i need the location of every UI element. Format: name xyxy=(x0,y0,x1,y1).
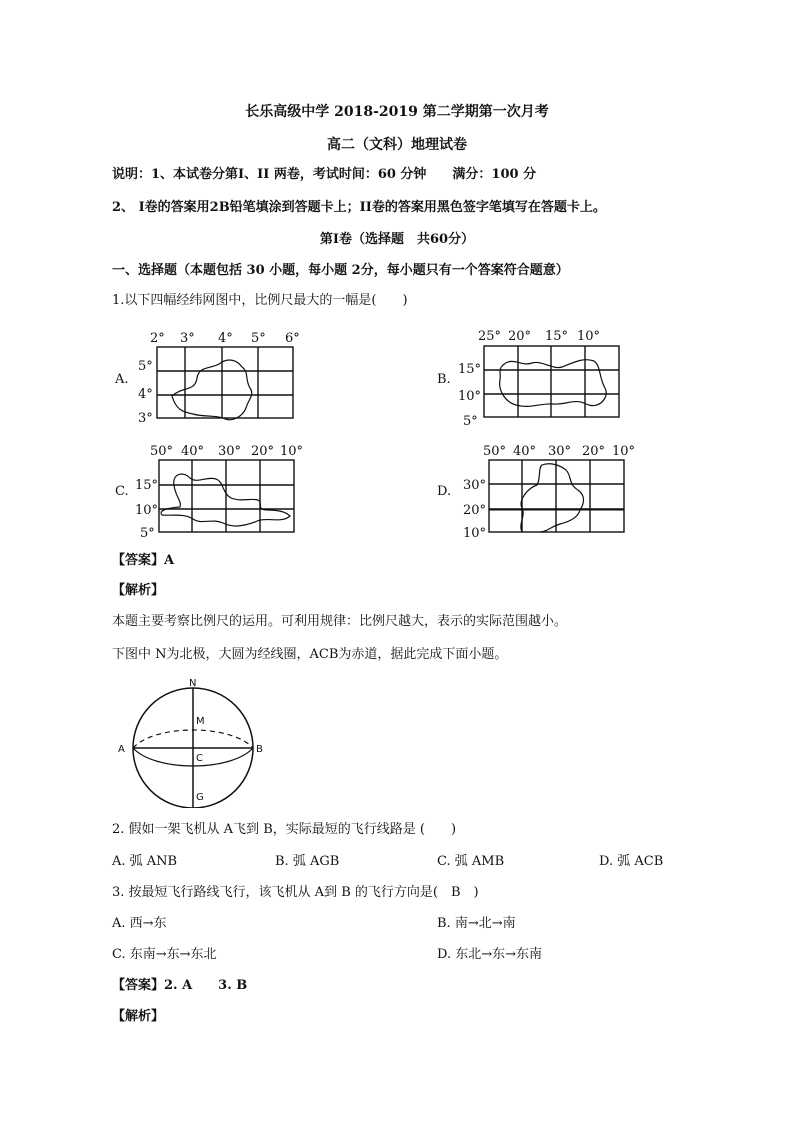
map-b-lat-label: 5° xyxy=(463,414,478,429)
map-b-lon-label: 25° xyxy=(478,329,502,344)
question-1-stem: 1.以下四幅经纬网图中，比例尺最大的一幅是( ) xyxy=(112,293,408,308)
map-a-lat-label: 3° xyxy=(138,411,153,426)
map-d-lon-label: 40° xyxy=(513,444,537,459)
map-a-lon-label: 2° xyxy=(150,331,165,346)
q1-maps-figure xyxy=(0,320,794,550)
map-c-letter: C. xyxy=(115,484,129,499)
exam-note-1: 说明：1、本试卷分第Ⅰ、II 两卷，考试时间：60 分钟 满分：100 分 xyxy=(112,167,537,182)
map-a-lon-label: 3° xyxy=(180,331,195,346)
question-2-stem: 2. 假如一架飞机从 A飞到 B，实际最短的飞行线路是 ( ) xyxy=(112,822,457,837)
map-c-lon-label: 10° xyxy=(280,444,304,459)
map-d-letter: D. xyxy=(437,484,452,499)
map-c-lat-label: 5° xyxy=(140,526,155,541)
map-b-letter: B. xyxy=(437,372,451,387)
q23-intro: 下图中 N为北极，大圆为经线圈，ACB为赤道，据此完成下面小题。 xyxy=(112,647,508,662)
exam-note-2: 2、 Ⅰ卷的答案用2B铅笔填涂到答题卡上；II卷的答案用黑色签字笔填写在答题卡上。 xyxy=(112,200,606,215)
map-a-lon-label: 5° xyxy=(251,331,266,346)
section-heading: 一、选择题（本题包括 30 小题，每小题 2分，每小题只有一个答案符合题意） xyxy=(112,263,569,278)
label-m: M xyxy=(196,716,205,727)
label-b: B xyxy=(256,744,263,755)
q2-option-d: D. 弧 ACB xyxy=(599,854,664,869)
map-c-lon-label: 40° xyxy=(181,444,205,459)
q23-analysis-label: 【解析】 xyxy=(112,1009,165,1024)
label-c: C xyxy=(196,753,203,764)
map-d-lon-label: 20° xyxy=(582,444,606,459)
map-c-lon-label: 20° xyxy=(251,444,275,459)
map-a-lon-label: 4° xyxy=(218,331,233,346)
q2-option-a: A. 弧 ANB xyxy=(112,854,178,869)
map-b-lon-label: 20° xyxy=(508,329,532,344)
q1-analysis-text: 本题主要考察比例尺的运用。可利用规律：比例尺越大，表示的实际范围越小。 xyxy=(112,614,568,629)
map-b-lat-label: 10° xyxy=(458,389,482,404)
q23-answer: 【答案】2. A 3. B xyxy=(112,978,248,993)
map-b-lon-label: 10° xyxy=(577,329,601,344)
question-3-stem: 3. 按最短飞行路线飞行，该飞机从 A到 B 的飞行方向是( B ) xyxy=(112,885,479,900)
map-d-lon-label: 30° xyxy=(548,444,572,459)
label-n: N xyxy=(189,678,197,689)
q2-option-b: B. 弧 AGB xyxy=(275,854,340,869)
map-a-letter: A. xyxy=(115,372,129,387)
map-c-lon-label: 50° xyxy=(150,444,174,459)
q3-option-c: C. 东南→东→东北 xyxy=(112,947,217,962)
map-d-lat-label: 20° xyxy=(463,503,487,518)
map-a-lon-label: 6° xyxy=(285,331,300,346)
map-c xyxy=(115,444,303,541)
map-d-lon-label: 50° xyxy=(483,444,507,459)
map-d-lon-label: 10° xyxy=(612,444,636,459)
q3-option-b: B. 南→北→南 xyxy=(437,916,516,931)
map-c-lon-label: 30° xyxy=(218,444,242,459)
map-d-lat-label: 30° xyxy=(463,478,487,493)
map-b-lat-label: 15° xyxy=(458,362,482,377)
q1-answer: 【答案】A xyxy=(112,553,175,568)
q3-option-d: D. 东北→东→东南 xyxy=(437,947,543,962)
map-c-lat-label: 10° xyxy=(135,503,159,518)
map-d-lat-label: 10° xyxy=(463,526,487,541)
q2-option-c: C. 弧 AMB xyxy=(437,854,505,869)
exam-subtitle: 高二（文科）地理试卷 xyxy=(327,137,467,153)
q3-option-a: A. 西→东 xyxy=(112,916,167,931)
map-a-lat-label: 5° xyxy=(138,359,153,374)
label-a: A xyxy=(118,744,125,755)
map-a xyxy=(114,331,300,426)
map-a-lat-label: 4° xyxy=(138,387,153,402)
map-c-lat-label: 15° xyxy=(135,478,159,493)
label-g: G xyxy=(196,792,204,803)
map-b-lon-label: 15° xyxy=(545,329,569,344)
part-heading: 第Ⅰ卷（选择题 共60分） xyxy=(319,232,475,247)
map-d xyxy=(437,444,635,541)
map-b xyxy=(437,329,619,429)
earth-diagram xyxy=(110,676,280,808)
q1-analysis-label: 【解析】 xyxy=(112,583,165,598)
exam-title: 长乐高级中学 2018-2019 第二学期第一次月考 xyxy=(245,104,549,120)
